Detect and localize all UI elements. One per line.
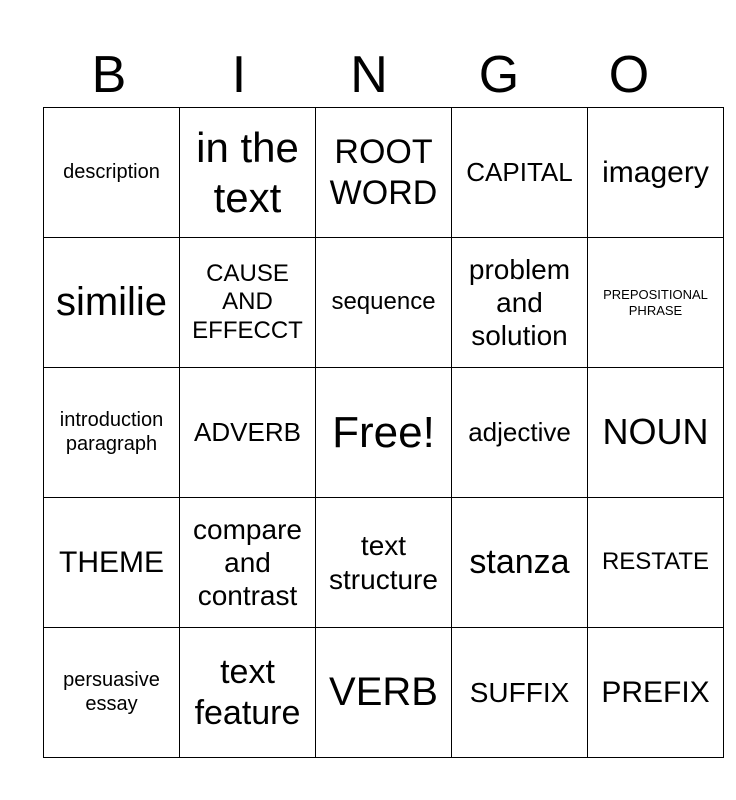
bingo-board: [43, 107, 724, 758]
bingo-cell[interactable]: ADVERB: [180, 368, 316, 498]
bingo-cell[interactable]: PREPOSITIONAL PHRASE: [588, 238, 724, 368]
bingo-cell[interactable]: problem and solution: [452, 238, 588, 368]
bingo-cell[interactable]: persuasive essay: [44, 628, 180, 758]
bingo-cell[interactable]: introduction paragraph: [44, 368, 180, 498]
bingo-cell[interactable]: description: [44, 108, 180, 238]
board-row: [44, 108, 724, 238]
board-row: [44, 368, 724, 498]
bingo-cell[interactable]: CAPITAL: [452, 108, 588, 238]
bingo-cell[interactable]: PREFIX: [588, 628, 724, 758]
bingo-header: [44, 44, 694, 106]
bingo-cell[interactable]: SUFFIX: [452, 628, 588, 758]
bingo-cell[interactable]: RESTATE: [588, 498, 724, 628]
bingo-cell[interactable]: THEME: [44, 498, 180, 628]
bingo-cell[interactable]: text feature: [180, 628, 316, 758]
bingo-cell[interactable]: ROOT WORD: [316, 108, 452, 238]
board-row: [44, 628, 724, 758]
header-letter-g: G: [478, 46, 520, 104]
bingo-cell[interactable]: imagery: [588, 108, 724, 238]
header-letter-b: B: [91, 46, 127, 104]
bingo-cell[interactable]: text structure: [316, 498, 452, 628]
bingo-cell[interactable]: stanza: [452, 498, 588, 628]
bingo-cell[interactable]: in the text: [180, 108, 316, 238]
bingo-cell[interactable]: compare and contrast: [180, 498, 316, 628]
bingo-cell[interactable]: similie: [44, 238, 180, 368]
bingo-cell[interactable]: CAUSE AND EFFECCT: [180, 238, 316, 368]
board-row: [44, 238, 724, 368]
board-row: [44, 498, 724, 628]
free-space-cell[interactable]: Free!: [316, 368, 452, 498]
header-letter-i: I: [231, 46, 247, 104]
header-letter-n: N: [350, 46, 388, 104]
bingo-cell[interactable]: NOUN: [588, 368, 724, 498]
bingo-cell[interactable]: VERB: [316, 628, 452, 758]
bingo-cell[interactable]: adjective: [452, 368, 588, 498]
bingo-cell[interactable]: sequence: [316, 238, 452, 368]
header-letter-o: O: [608, 46, 650, 104]
